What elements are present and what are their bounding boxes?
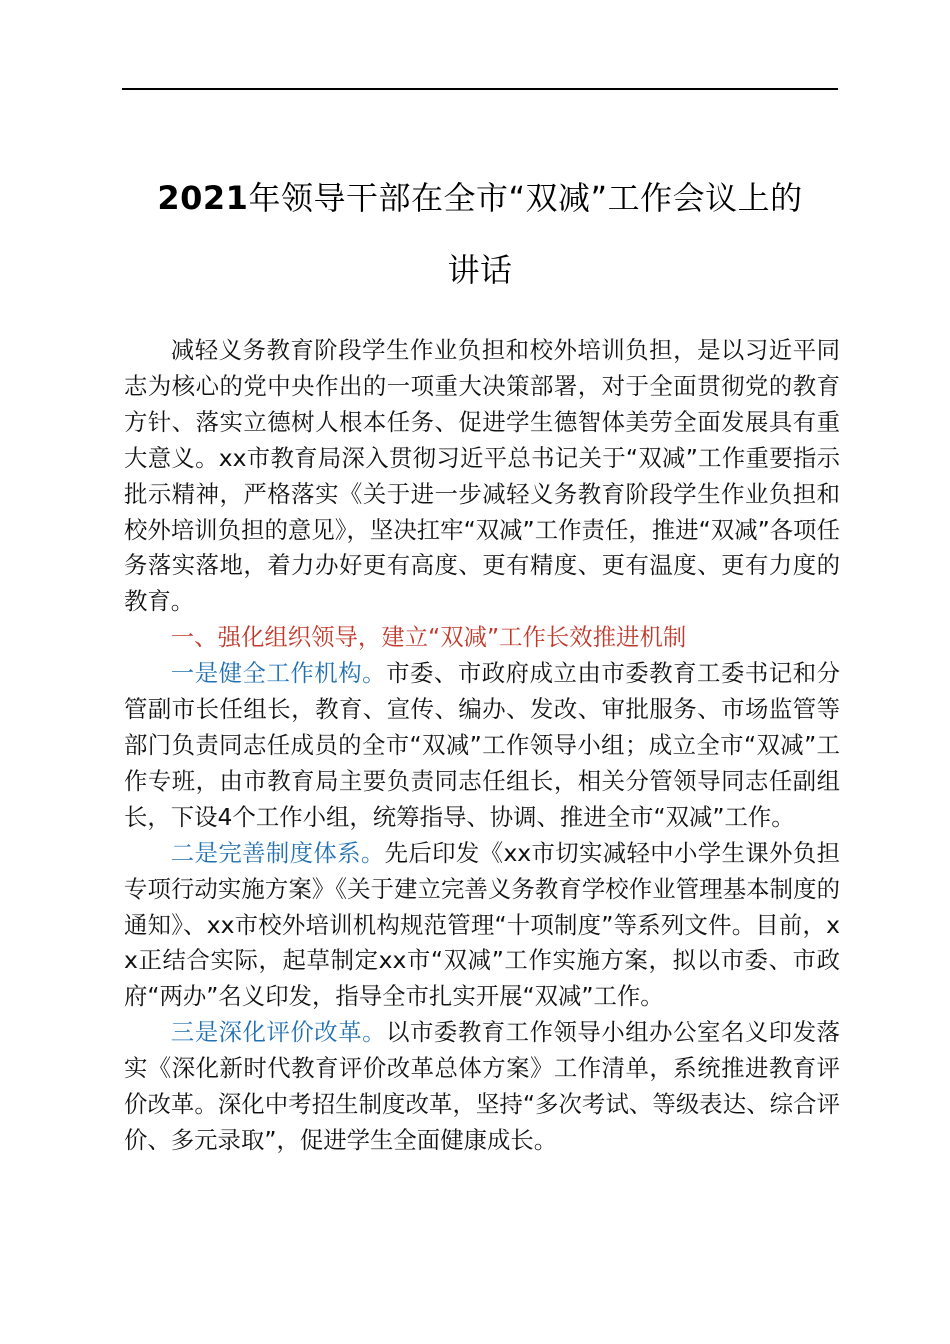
item-text-3: 以市委教育工作领导小组办公室名义印发落实《深化新时代教育评价改革总体方案》工作清单，系统推进教育评价改革。深化中考招生制度改革，坚持“多次考试、等级表达、综合评价、多元录取”，促进学生全面健康成长。 — [124, 1018, 841, 1154]
item-lead-3: 三是深化评价改革。 — [170, 1018, 387, 1047]
title-year: 2021 — [157, 179, 249, 217]
title-line-2: 讲话 — [447, 251, 513, 289]
item-lead-1: 一是健全工作机构。 — [170, 659, 387, 688]
item-paragraph-2 — [124, 836, 840, 1016]
section-heading: 一、强化组织领导，建立“双减”工作长效推进机制 — [170, 623, 687, 652]
document-body — [124, 333, 840, 1159]
intro-paragraph: 减轻义务教育阶段学生作业负担和校外培训负担，是以习近平同志为核心的党中央作出的一项重大决策部署，对于全面贯彻党的教育方针、落实立德树人根本任务、促进学生德智体美劳全面发展具有重大意义。xx市教育局深入贯彻习近平总书记关于“双减”工作重要指示批示精神，严格落实《关于进一步减轻义务教育阶段学生作业负担和校外培训负担的意见》，坚决扛牢“双减”工作责任，推进“双减”各项任务落实落地，着力办好更有高度、更有精度、更有温度、更有力度的教育。 — [124, 336, 840, 616]
item-paragraph-3 — [124, 1015, 840, 1159]
title-line-1 — [110, 178, 850, 218]
item-lead-2: 二是完善制度体系。 — [170, 838, 385, 867]
item-text-2: 先后印发《xx市切实减轻中小学生课外负担专项行动实施方案》《关于建立完善义务教育学校作业管理基本制度的通知》、xx市校外培训机构规范管理“十项制度”等系列文件。目前，xx正结合实际，起草制定xx市“双减”工作实施方案，拟以市委、市政府“两办”名义印发，指导全市扎实开展“双减”工作。 — [124, 838, 841, 1011]
header-rule — [122, 88, 838, 90]
item-paragraph-1 — [124, 656, 840, 836]
item-text-1: 市委、市政府成立由市委教育工委书记和分管副市长任组长，教育、宣传、编办、发改、审批服务、市场监管等部门负责同志任成员的全市“双减”工作领导小组；成立全市“双减”工作专班，由市教育局主要负责同志任组长，相关分管领导同志任副组长，下设4个工作小组，统筹指导、协调、推进全市“双减”工作。 — [124, 659, 841, 831]
title-line-1-text: 年领导干部在全市“双减”工作会议上的 — [248, 179, 803, 217]
